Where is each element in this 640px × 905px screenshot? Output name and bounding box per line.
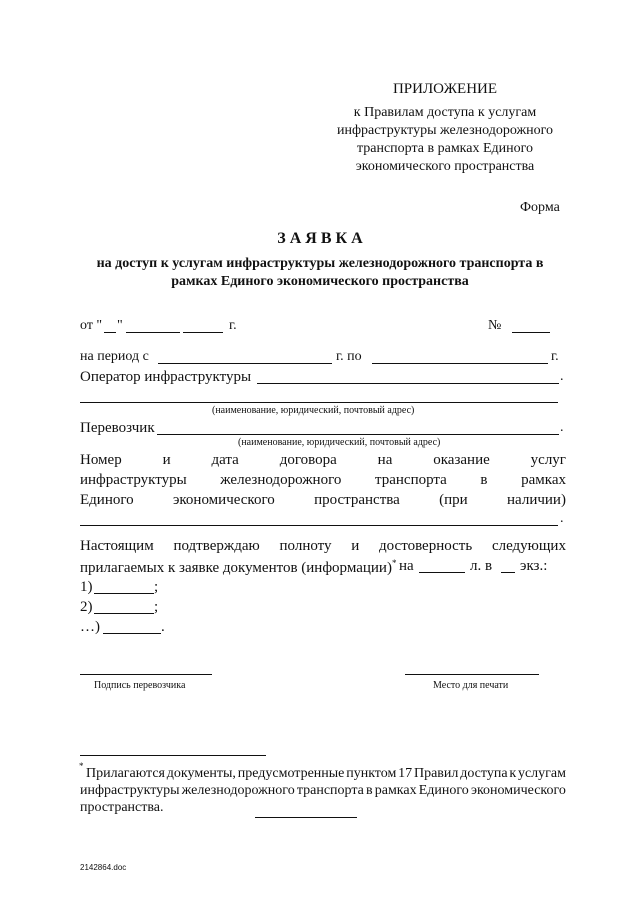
signature-label: Подпись перевозчика <box>94 680 186 691</box>
word: рамках <box>374 783 417 798</box>
item-number: …) <box>80 619 100 635</box>
word: транспорта <box>374 472 447 488</box>
form-label: Форма <box>520 200 560 215</box>
footnote-line-2 <box>80 783 566 799</box>
word: и <box>162 452 171 468</box>
operator-field-continued[interactable] <box>80 402 558 403</box>
word: рамках <box>521 472 566 488</box>
period-end: г. <box>551 349 559 364</box>
word: договора <box>279 452 337 468</box>
word: Номер <box>80 452 122 468</box>
appendix-line: инфраструктуры железнодорожного <box>336 123 554 138</box>
period-to-field[interactable] <box>372 363 548 364</box>
operator-label: Оператор инфраструктуры <box>80 369 252 385</box>
year-suffix: г. <box>229 318 237 333</box>
word: 17 <box>398 766 413 781</box>
word: железнодорожного <box>220 472 342 488</box>
operator-hint: (наименование, юридический, почтовый адрес) <box>212 405 415 416</box>
word: Прилагаются <box>86 766 165 781</box>
word: документы, <box>166 766 236 781</box>
number-label: № <box>488 318 502 333</box>
footnote-line-3: пространства. <box>80 800 164 815</box>
document-title: З А Я В К А <box>277 230 363 247</box>
item-field[interactable] <box>94 593 154 594</box>
word: железнодорожного <box>181 783 295 798</box>
day-field[interactable] <box>104 332 116 333</box>
date-quote-close: " <box>117 318 123 333</box>
operator-field[interactable] <box>257 383 559 384</box>
word: доступа <box>460 766 508 781</box>
item-end: . <box>161 619 165 635</box>
footnote-mark: * <box>79 761 84 771</box>
appendix-line: экономического пространства <box>355 159 535 174</box>
copies-suffix: экз.: <box>520 558 548 574</box>
word: услуг <box>530 452 566 468</box>
word: транспорта <box>296 783 364 798</box>
appendix-line: к Правилам доступа к услугам <box>353 105 537 120</box>
carrier-end: . <box>560 420 564 435</box>
footnote-mark: * <box>391 558 397 568</box>
confirm-line-2 <box>80 558 396 577</box>
word: экономического <box>470 783 566 798</box>
word: наличии) <box>507 492 566 508</box>
signature-line[interactable] <box>80 674 212 675</box>
word: (при <box>439 492 468 508</box>
carrier-label: Перевозчик <box>80 420 155 436</box>
stamp-line[interactable] <box>405 674 539 675</box>
word: в <box>365 783 373 798</box>
appendix-line: транспорта в рамках Единого <box>356 141 534 156</box>
word: в <box>480 472 488 488</box>
word: инфраструктуры <box>80 783 180 798</box>
item-end: ; <box>154 599 159 615</box>
appendix-title: ПРИЛОЖЕНИЕ <box>392 81 498 97</box>
file-name: 2142864.doc <box>80 863 127 872</box>
contract-line-1 <box>80 452 566 469</box>
contract-end: . <box>560 511 564 526</box>
footnote-separator <box>80 755 266 756</box>
word: оказание <box>433 452 490 468</box>
bottom-divider <box>255 817 357 818</box>
period-from-field[interactable] <box>158 363 332 364</box>
word: к <box>509 766 517 781</box>
copies-prefix: л. в <box>470 558 493 574</box>
period-label: на период с <box>80 349 149 364</box>
word: Единого <box>418 783 469 798</box>
stamp-label: Место для печати <box>433 680 509 691</box>
word: и <box>351 538 360 554</box>
word: подтверждаю <box>173 538 260 554</box>
item-field[interactable] <box>103 633 161 634</box>
item-number: 2) <box>80 599 93 615</box>
number-field[interactable] <box>512 332 550 333</box>
date-prefix: от " <box>80 318 103 333</box>
document-subtitle: на доступ к услугам инфраструктуры железнодорожного транспорта в <box>96 256 544 271</box>
confirm-text: прилагаемых к заявке документов (информации) <box>80 560 392 576</box>
word: дата <box>211 452 239 468</box>
word: Единого <box>80 492 134 508</box>
contract-line-3 <box>80 492 566 509</box>
word: предусмотренные <box>237 766 345 781</box>
carrier-hint: (наименование, юридический, почтовый адрес) <box>238 437 441 448</box>
confirm-line-1 <box>80 538 566 555</box>
period-middle: г. по <box>336 349 362 364</box>
word: услугам <box>517 766 566 781</box>
copies-field[interactable] <box>501 572 515 573</box>
word: на <box>377 452 393 468</box>
operator-end: . <box>560 369 564 384</box>
word: пространства <box>314 492 400 508</box>
contract-field[interactable] <box>80 525 558 526</box>
word: достоверность <box>379 538 473 554</box>
item-number: 1) <box>80 579 93 595</box>
item-field[interactable] <box>94 613 154 614</box>
word: инфраструктуры <box>80 472 187 488</box>
item-end: ; <box>154 579 159 595</box>
word: Настоящим <box>80 538 154 554</box>
pages-prefix: на <box>399 558 414 574</box>
year-field[interactable] <box>183 332 223 333</box>
carrier-field[interactable] <box>157 434 559 435</box>
contract-line-2 <box>80 472 566 489</box>
word: экономического <box>172 492 275 508</box>
word: Правил <box>413 766 459 781</box>
footnote-line-1 <box>86 766 566 782</box>
month-field[interactable] <box>126 332 180 333</box>
pages-field[interactable] <box>419 572 465 573</box>
word: пунктом <box>346 766 397 781</box>
document-subtitle: рамках Единого экономического пространства <box>171 274 469 289</box>
word: следующих <box>491 538 566 554</box>
word: полноту <box>279 538 332 554</box>
